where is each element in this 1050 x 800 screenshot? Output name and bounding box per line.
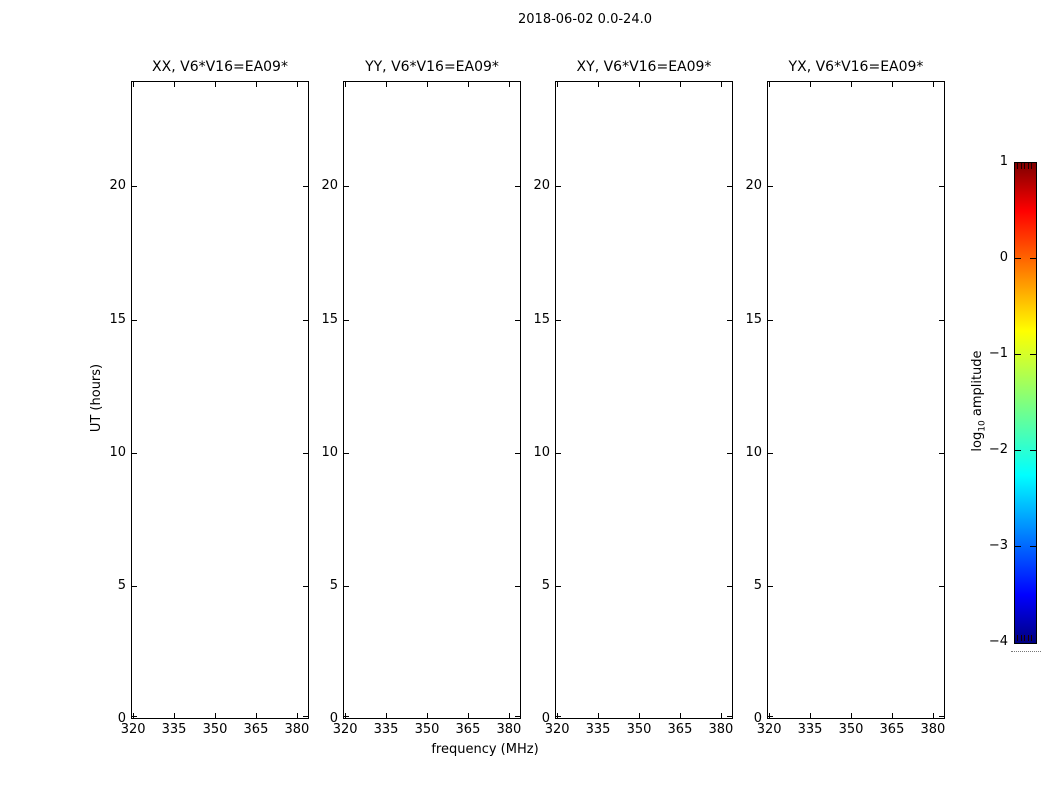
y-tick-mark <box>344 716 349 717</box>
panel-title: YY, V6*V16=EA09* <box>365 59 499 75</box>
colorbar <box>1014 162 1037 644</box>
colorbar-tick-mark <box>1030 258 1036 259</box>
x-tick-mark <box>427 713 428 718</box>
x-tick-mark <box>892 713 893 718</box>
colorbar-end-hatch <box>1028 635 1029 641</box>
y-tick-mark <box>344 186 349 187</box>
colorbar-tick-mark <box>1030 546 1036 547</box>
x-tick-mark <box>386 713 387 718</box>
y-tick-label: 15 <box>533 311 550 327</box>
y-tick-mark <box>344 320 349 321</box>
y-tick-label: 15 <box>109 311 126 327</box>
x-tick-label: 365 <box>243 722 269 737</box>
y-tick-mark <box>132 716 137 717</box>
x-tick-mark <box>468 713 469 718</box>
x-tick-label: 350 <box>414 722 440 737</box>
x-tick-label: 335 <box>585 722 611 737</box>
x-tick-mark <box>256 82 257 87</box>
y-tick-label: 10 <box>321 445 338 460</box>
x-tick-mark <box>386 82 387 87</box>
panel-title: XY, V6*V16=EA09* <box>576 59 712 75</box>
y-tick-mark <box>939 186 944 187</box>
y-tick-mark <box>132 320 137 321</box>
x-tick-label: 365 <box>667 722 693 737</box>
x-tick-label: 335 <box>373 722 399 737</box>
x-tick-mark <box>680 713 681 718</box>
y-axis-label: UT (hours) <box>89 363 104 433</box>
colorbar-label-prefix: log <box>970 431 985 452</box>
x-tick-label: 350 <box>838 722 864 737</box>
x-tick-label: 320 <box>120 722 146 737</box>
x-tick-label: 335 <box>161 722 187 737</box>
x-tick-mark <box>297 82 298 87</box>
y-tick-mark <box>768 186 773 187</box>
colorbar-bottom-dotted-line <box>1011 651 1041 652</box>
y-tick-mark <box>344 586 349 587</box>
x-tick-mark <box>427 82 428 87</box>
y-tick-label: 10 <box>109 445 126 460</box>
y-tick-label: 0 <box>541 711 550 726</box>
x-tick-label: 365 <box>455 722 481 737</box>
x-tick-mark <box>639 82 640 87</box>
x-tick-mark <box>851 82 852 87</box>
x-tick-mark <box>256 713 257 718</box>
x-tick-mark <box>215 713 216 718</box>
colorbar-end-hatch <box>1021 635 1022 641</box>
x-tick-mark <box>174 713 175 718</box>
x-tick-mark <box>892 82 893 87</box>
colorbar-tick-label: 0 <box>999 250 1008 265</box>
x-tick-mark <box>557 82 558 87</box>
colorbar-tick-label: −1 <box>988 346 1008 361</box>
y-tick-mark <box>132 453 137 454</box>
x-tick-label: 380 <box>496 722 522 737</box>
colorbar-end-hatch <box>1021 163 1022 169</box>
x-axis-label: frequency (MHz) <box>431 742 539 757</box>
panel-title: XX, V6*V16=EA09* <box>152 59 288 75</box>
y-tick-mark <box>768 586 773 587</box>
x-tick-label: 380 <box>920 722 946 737</box>
y-tick-mark <box>556 716 561 717</box>
colorbar-label-subscript: 10 <box>977 420 988 432</box>
y-tick-mark <box>768 716 773 717</box>
y-tick-label: 5 <box>117 578 126 593</box>
y-tick-label: 0 <box>329 711 338 726</box>
colorbar-tick-label: −2 <box>988 442 1008 457</box>
y-tick-label: 10 <box>745 445 762 460</box>
subplot-panel <box>343 81 521 719</box>
y-tick-mark <box>132 186 137 187</box>
y-tick-mark <box>939 320 944 321</box>
colorbar-tick-mark <box>1015 354 1021 355</box>
colorbar-end-hatch <box>1024 635 1025 641</box>
y-tick-mark <box>768 320 773 321</box>
x-tick-mark <box>468 82 469 87</box>
y-tick-label: 20 <box>745 178 762 193</box>
figure-title: 2018-06-02 0.0-24.0 <box>518 12 652 27</box>
colorbar-end-hatch <box>1017 635 1018 641</box>
colorbar-tick-label: −4 <box>988 634 1008 649</box>
x-tick-label: 350 <box>202 722 228 737</box>
colorbar-end-hatch <box>1017 163 1018 169</box>
x-tick-mark <box>810 713 811 718</box>
x-tick-mark <box>174 82 175 87</box>
y-tick-label: 0 <box>117 711 126 726</box>
y-tick-label: 20 <box>321 178 338 193</box>
colorbar-label <box>970 331 986 471</box>
x-tick-label: 365 <box>879 722 905 737</box>
colorbar-tick-mark <box>1015 258 1021 259</box>
y-tick-label: 5 <box>329 578 338 593</box>
y-tick-mark <box>768 453 773 454</box>
x-tick-mark <box>598 82 599 87</box>
y-tick-label: 15 <box>745 311 762 327</box>
x-tick-mark <box>345 82 346 87</box>
colorbar-gradient <box>1015 163 1036 643</box>
y-tick-label: 15 <box>321 311 338 327</box>
x-tick-mark <box>133 82 134 87</box>
x-tick-mark <box>215 82 216 87</box>
panel-title: YX, V6*V16=EA09* <box>788 59 924 75</box>
colorbar-tick-mark <box>1015 546 1021 547</box>
y-tick-mark <box>344 453 349 454</box>
x-tick-label: 335 <box>797 722 823 737</box>
colorbar-end-hatch <box>1031 635 1032 641</box>
y-tick-mark <box>939 716 944 717</box>
y-tick-mark <box>556 453 561 454</box>
colorbar-end-hatch <box>1028 163 1029 169</box>
x-tick-mark <box>509 82 510 87</box>
x-tick-label: 320 <box>756 722 782 737</box>
x-tick-mark <box>639 713 640 718</box>
colorbar-tick-mark <box>1030 354 1036 355</box>
x-tick-mark <box>598 713 599 718</box>
x-tick-mark <box>851 713 852 718</box>
y-tick-mark <box>132 586 137 587</box>
y-tick-label: 0 <box>753 711 762 726</box>
colorbar-tick-label: −3 <box>988 538 1008 553</box>
x-tick-mark <box>769 82 770 87</box>
y-tick-label: 20 <box>109 178 126 193</box>
x-tick-label: 320 <box>332 722 358 737</box>
y-tick-mark <box>556 186 561 187</box>
y-tick-label: 5 <box>541 578 550 593</box>
y-tick-label: 5 <box>753 578 762 593</box>
y-tick-mark <box>939 586 944 587</box>
x-tick-mark <box>933 713 934 718</box>
x-tick-label: 320 <box>544 722 570 737</box>
x-tick-mark <box>509 713 510 718</box>
y-tick-mark <box>556 320 561 321</box>
x-tick-label: 350 <box>626 722 652 737</box>
x-tick-mark <box>680 82 681 87</box>
y-tick-mark <box>556 586 561 587</box>
x-tick-mark <box>297 713 298 718</box>
x-tick-label: 380 <box>708 722 734 737</box>
colorbar-end-hatch <box>1031 163 1032 169</box>
colorbar-label-suffix: amplitude <box>970 350 985 421</box>
subplot-panel <box>767 81 945 719</box>
x-tick-mark <box>721 713 722 718</box>
colorbar-end-hatch <box>1024 163 1025 169</box>
x-tick-mark <box>810 82 811 87</box>
colorbar-tick-mark <box>1030 450 1036 451</box>
x-tick-mark <box>933 82 934 87</box>
x-tick-mark <box>721 82 722 87</box>
y-tick-label: 10 <box>533 445 550 460</box>
y-tick-mark <box>939 453 944 454</box>
x-tick-label: 380 <box>284 722 310 737</box>
colorbar-tick-label: 1 <box>999 154 1008 169</box>
subplot-panel <box>555 81 733 719</box>
y-tick-label: 20 <box>533 178 550 193</box>
colorbar-tick-mark <box>1015 450 1021 451</box>
subplot-panel <box>131 81 309 719</box>
